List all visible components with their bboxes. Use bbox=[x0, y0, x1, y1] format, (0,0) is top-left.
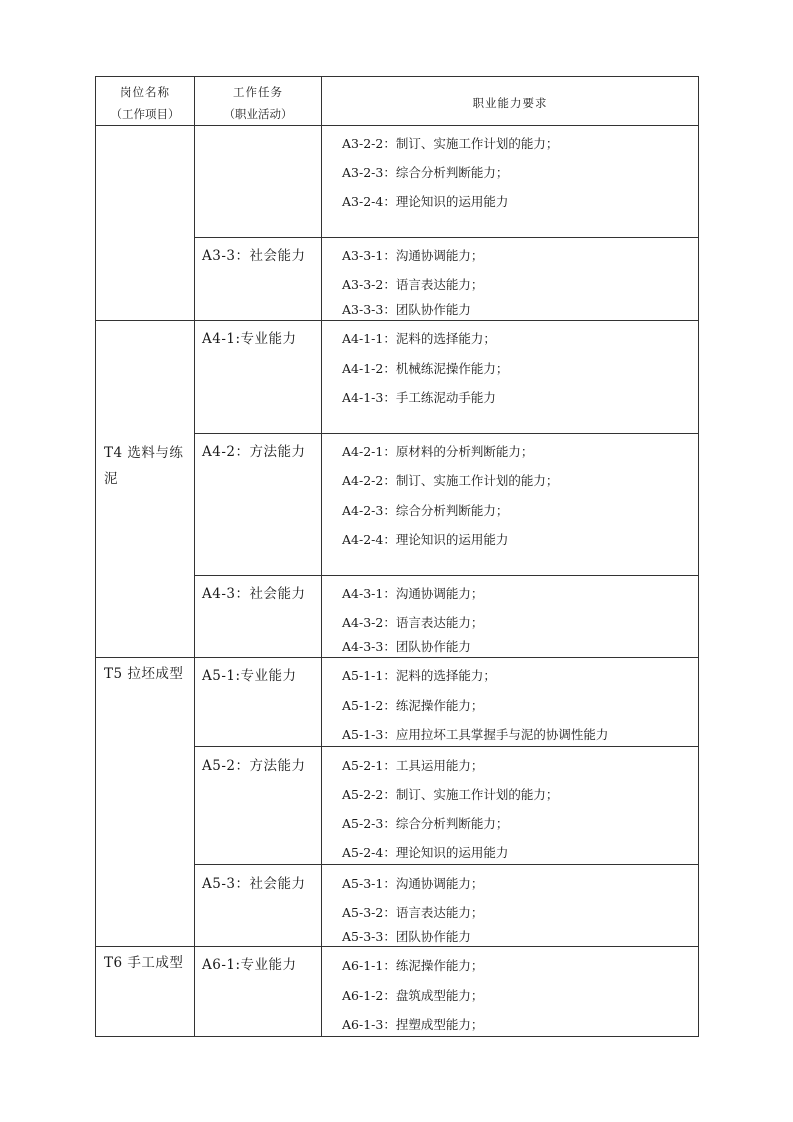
task-a4-2: A4-2：方法能力 bbox=[202, 444, 306, 460]
ability-a5-2-3: A5-2-3：综合分析判断能力； bbox=[342, 816, 509, 831]
ability-a6-1-1: A6-1-1：练泥操作能力； bbox=[342, 958, 484, 973]
ability-a4-2-4: A4-2-4：理论知识的运用能力 bbox=[342, 532, 509, 547]
row-rule bbox=[194, 433, 699, 434]
table-border-bottom bbox=[95, 1036, 699, 1037]
post-name-t4-cont: 泥 bbox=[104, 471, 118, 487]
row-rule bbox=[95, 946, 699, 947]
ability-a3-2-2: A3-2-2：制订、实施工作计划的能力； bbox=[342, 136, 559, 151]
ability-a3-2-4: A3-2-4：理论知识的运用能力 bbox=[342, 194, 509, 209]
ability-a3-2-3: A3-2-3：综合分析判断能力； bbox=[342, 165, 509, 180]
ability-a5-2-2: A5-2-2：制订、实施工作计划的能力； bbox=[342, 787, 559, 802]
table-border-left bbox=[95, 76, 96, 1037]
table-border-top bbox=[95, 76, 699, 77]
ability-a5-3-1: A5-3-1：沟通协调能力； bbox=[342, 876, 484, 891]
task-a3-3: A3-3：社会能力 bbox=[202, 248, 306, 264]
ability-a4-2-3: A4-2-3：综合分析判断能力； bbox=[342, 503, 509, 518]
ability-a5-1-1: A5-1-1：泥料的选择能力； bbox=[342, 668, 496, 683]
ability-a4-2-1: A4-2-1：原材料的分析判断能力； bbox=[342, 444, 534, 459]
ability-a6-1-2: A6-1-2：盘筑成型能力； bbox=[342, 988, 484, 1003]
ability-a4-2-2: A4-2-2：制订、实施工作计划的能力； bbox=[342, 473, 559, 488]
row-rule bbox=[95, 657, 699, 658]
ability-a5-2-4: A5-2-4：理论知识的运用能力 bbox=[342, 845, 509, 860]
task-a6-1: A6-1:专业能力 bbox=[202, 957, 297, 973]
task-a5-1: A5-1:专业能力 bbox=[202, 668, 297, 684]
row-rule bbox=[194, 864, 699, 865]
header-task-sub: （职业活动） bbox=[223, 107, 293, 121]
task-a5-2: A5-2：方法能力 bbox=[202, 758, 306, 774]
ability-a4-1-3: A4-1-3：手工练泥动手能力 bbox=[342, 390, 496, 405]
task-a5-3: A5-3：社会能力 bbox=[202, 876, 306, 892]
ability-a5-1-2: A5-1-2：练泥操作能力； bbox=[342, 698, 484, 713]
row-rule bbox=[95, 320, 699, 321]
row-rule bbox=[194, 237, 699, 238]
ability-a5-1-3: A5-1-3：应用拉坏工具掌握手与泥的协调性能力 bbox=[342, 727, 609, 742]
ability-a4-3-1: A4-3-1：沟通协调能力； bbox=[342, 586, 484, 601]
column-divider-2 bbox=[321, 76, 322, 1037]
post-name-t6: T6 手工成型 bbox=[104, 955, 184, 971]
table-border-right bbox=[698, 76, 699, 1037]
ability-a3-3-1: A3-3-1：沟通协调能力； bbox=[342, 248, 484, 263]
ability-a3-3-3: A3-3-3：团队协作能力 bbox=[342, 302, 471, 317]
post-name-t5: T5 拉坯成型 bbox=[104, 666, 184, 682]
ability-a5-2-1: A5-2-1：工具运用能力； bbox=[342, 758, 484, 773]
row-rule bbox=[194, 746, 699, 747]
ability-a5-3-2: A5-3-2：语言表达能力； bbox=[342, 905, 484, 920]
column-divider-1 bbox=[194, 76, 195, 1037]
task-a4-1: A4-1:专业能力 bbox=[202, 331, 297, 347]
post-name-t4: T4 选料与练 bbox=[104, 445, 184, 461]
row-rule bbox=[194, 575, 699, 576]
header-post-name-sub: （工作项目） bbox=[110, 107, 180, 121]
ability-a4-3-3: A4-3-3：团队协作能力 bbox=[342, 639, 471, 654]
header-requirements: 职业能力要求 bbox=[472, 96, 548, 110]
ability-a4-1-2: A4-1-2：机械练泥操作能力； bbox=[342, 361, 509, 376]
ability-a4-3-2: A4-3-2：语言表达能力； bbox=[342, 615, 484, 630]
header-bottom-rule bbox=[95, 125, 699, 126]
ability-a6-1-3: A6-1-3：捏塑成型能力； bbox=[342, 1017, 484, 1032]
ability-a5-3-3: A5-3-3：团队协作能力 bbox=[342, 929, 471, 944]
ability-a3-3-2: A3-3-2：语言表达能力； bbox=[342, 277, 484, 292]
header-post-name: 岗位名称 bbox=[120, 85, 170, 99]
header-task: 工作任务 bbox=[233, 85, 283, 99]
task-a4-3: A4-3：社会能力 bbox=[202, 586, 306, 602]
ability-a4-1-1: A4-1-1：泥料的选择能力； bbox=[342, 331, 496, 346]
